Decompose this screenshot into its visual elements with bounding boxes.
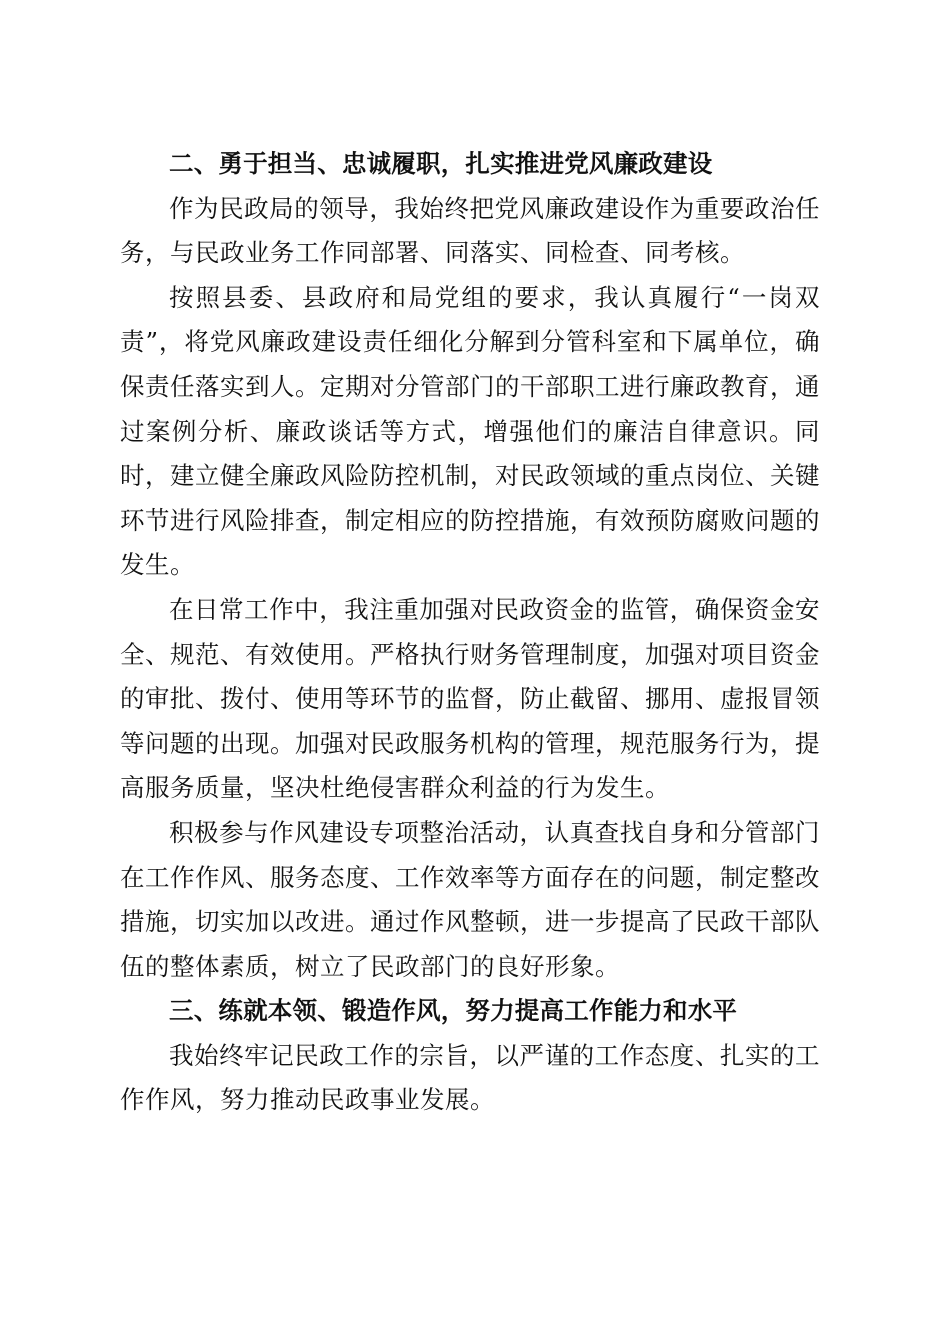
section-heading-2: 二、勇于担当、忠诚履职，扎实推进党风廉政建设 xyxy=(169,149,713,178)
section-heading-3: 三、练就本领、锻造作风，努力提高工作能力和水平 xyxy=(169,996,738,1026)
paragraph: 作为民政局的领导，我始终把党风廉政建设作为重要政治任务，与民政业务工作同部署、同落实、同检查、同考核。 xyxy=(120,193,820,268)
paragraph: 按照县委、县政府和局党组的要求，我认真履行“一岗双责”，将党风廉政建设责任细化分解到分管科室和下属单位，确保责任落实到人。定期对分管部门的干部职工进行廉政教育，通过案例分析、廉政谈话等方式，增强他们的廉洁自律意识。同时，建立健全廉政风险防控机制，对民政领域的重点岗位、关键环节进行风险排查，制定相应的防控措施，有效预防腐败问题的发生。 xyxy=(120,282,820,580)
paragraph: 我始终牢记民政工作的宗旨，以严谨的工作态度、扎实的工作作风，努力推动民政事业发展。 xyxy=(120,1040,820,1115)
document-page xyxy=(120,142,820,1123)
paragraph: 积极参与作风建设专项整治活动，认真查找自身和分管部门在工作作风、服务态度、工作效率等方面存在的问题，制定整改措施，切实加以改进。通过作风整顿，进一步提高了民政干部队伍的整体素质，树立了民政部门的良好形象。 xyxy=(120,817,820,981)
paragraph: 在日常工作中，我注重加强对民政资金的监管，确保资金安全、规范、有效使用。严格执行财务管理制度，加强对项目资金的审批、拨付、使用等环节的监督，防止截留、挪用、虚报冒领等问题的出现。加强对民政服务机构的管理，规范服务行为，提高服务质量，坚决杜绝侵害群众利益的行为发生。 xyxy=(120,594,820,803)
